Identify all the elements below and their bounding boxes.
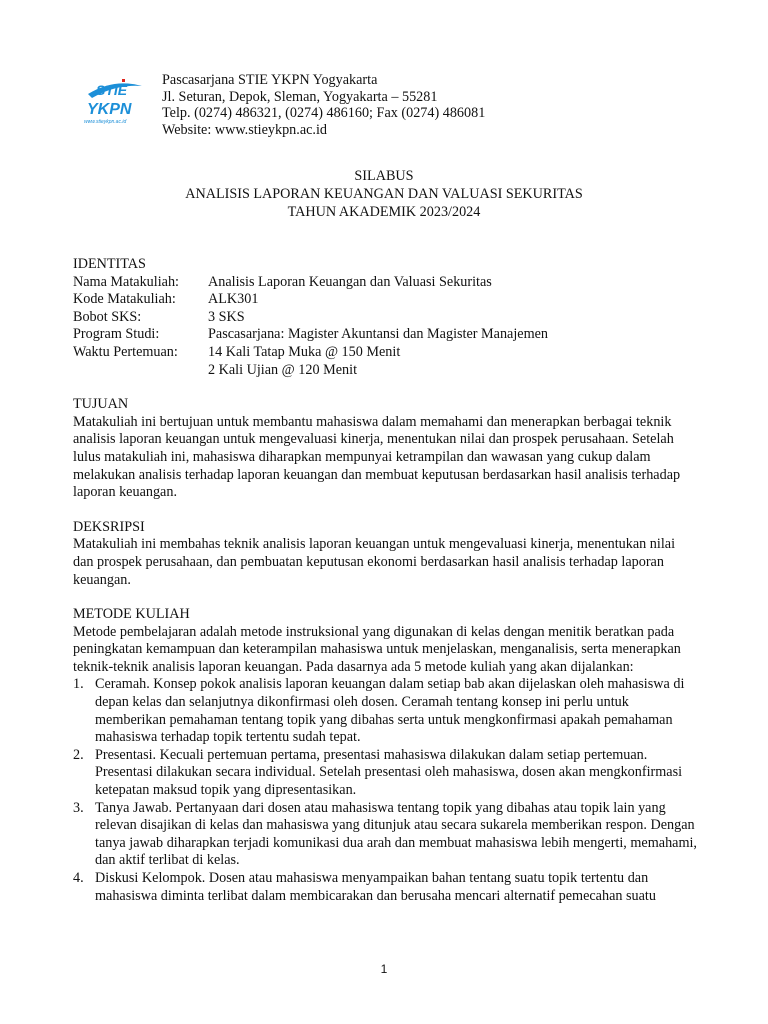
logo-url-text: www.stieykpn.ac.id (84, 119, 127, 125)
stie-ykpn-logo (84, 76, 146, 126)
list-item-number: 4. (73, 870, 84, 886)
identitas-row (73, 309, 698, 327)
list-item (73, 870, 698, 905)
logo-bottom-text: YKPN (87, 101, 132, 118)
title-line-3: TAHUN AKADEMIK 2023/2024 (287, 204, 481, 220)
list-item (73, 676, 698, 746)
list-item-text: Ceramah. Konsep pokok analisis laporan keuangan dalam setiap bab akan dijelaskan oleh mahasiswa di depan kelas dan selanjutnya dikonfirmasi oleh dosen. Ceramah tentang konsep ini perlu untuk memberikan pemahaman tentang topik yang dibahas serta untuk mengkonfirmasi apakah pemahaman mahasiswa terhadap topik tertentu sudah tepat. (95, 676, 685, 746)
logo-top-text: STIE (96, 82, 128, 98)
list-item-text: Presentasi. Kecuali pertemuan pertama, presentasi mahasiswa dilakukan dalam setiap pertemuan. Presentasi dilakukan secara individual. Setelah presentasi oleh mahasiswa, dosen akan mengkonfirmasi ketepatan maksud topik yang dipresentasikan. (95, 746, 683, 799)
title-line-1: SILABUS (354, 168, 414, 184)
institution-name: Pascasarjana STIE YKPN Yogyakarta (162, 72, 378, 88)
tujuan-paragraph: Matakuliah ini bertujuan untuk membantu mahasiswa dalam memahami dan menerapkan berbagai teknik analisis laporan keuangan untuk mengevaluasi kinerja, menentukan nilai dan prospek perusahaan. Setelah lulus matakuliah ini, mahasiswa diharapkan mempunyai ketrampilan dan wawasan yang cukup dalam melakukan analisis terhadap laporan keuangan dan membuat keputusan berdasarkan hasil analisis terhadap laporan keuangan. (73, 413, 681, 501)
identitas-row (73, 344, 698, 362)
identitas-row (73, 362, 698, 380)
identitas-label: Waktu Pertemuan: (73, 343, 178, 360)
list-item-number: 3. (73, 799, 84, 816)
identitas-row (73, 326, 698, 344)
letterhead (162, 72, 485, 138)
identitas-row (73, 291, 698, 309)
logo-red-dot (122, 79, 125, 82)
tujuan-heading: TUJUAN (73, 396, 129, 413)
list-item-number: 2. (73, 746, 84, 763)
identitas-label: Kode Matakuliah: (73, 291, 176, 308)
deskripsi-heading: DEKSRIPSI (73, 518, 145, 535)
identitas-label: Bobot SKS: (73, 308, 142, 325)
identitas-value: ALK301 (208, 291, 259, 308)
identitas-value: Analisis Laporan Keuangan dan Valuasi Sekuritas (208, 273, 492, 290)
metode-heading: METODE KULIAH (73, 606, 190, 623)
identitas-value: 2 Kali Ujian @ 120 Menit (208, 361, 358, 378)
document-title (0, 167, 768, 221)
title-line-2: ANALISIS LAPORAN KEUANGAN DAN VALUASI SEKURITAS (185, 186, 583, 202)
institution-address: Jl. Seturan, Depok, Sleman, Yogyakarta – 55281 (162, 88, 438, 105)
list-item-number: 1. (73, 676, 84, 693)
metode-intro: Metode pembelajaran adalah metode instruksional yang digunakan di kelas dengan menitik beratkan pada peningkatan kemampuan dan keterampilan mahasiswa untuk menjelaskan, menganalisis, serta menerapkan teknik-teknik analisis laporan keuangan. Pada dasarnya ada 5 metode kuliah yang akan dijalankan: (73, 623, 681, 675)
identitas-label: Nama Matakuliah: (73, 273, 179, 290)
identitas-heading: IDENTITAS (73, 256, 146, 272)
list-item-text: Diskusi Kelompok. Dosen atau mahasiswa menyampaikan bahan tentang suatu topik tertentu dan mahasiswa diminta terlibat dalam membicarakan dan berusaha mencari alternatif pemecahan suatu (95, 870, 656, 904)
list-item-text: Tanya Jawab. Pertanyaan dari dosen atau mahasiswa tentang topik yang dibahas atau topik lain yang relevan disajikan di kelas dan mahasiswa yang ditunjuk atau secara sukarela memberikan respon. Dengan tanya jawab diharapkan terjadi komunikasi dua arah dan membuat mahasiswa lebih mengerti, memahami, dan aktif terlibat di kelas. (95, 799, 697, 869)
institution-phone: Telp. (0274) 486321, (0274) 486160; Fax (0274) 486081 (162, 105, 486, 121)
identitas-value: 3 SKS (208, 308, 245, 325)
identitas-value: Pascasarjana: Magister Akuntansi dan Magister Manajemen (208, 326, 549, 343)
identitas-label: Program Studi: (73, 326, 160, 343)
list-item (73, 800, 698, 870)
identitas-label (73, 362, 208, 380)
identitas-row (73, 274, 698, 292)
page-number: 1 (380, 962, 388, 976)
document-body (73, 256, 698, 905)
list-item (73, 747, 698, 800)
identitas-value: 14 Kali Tatap Muka @ 150 Menit (208, 343, 401, 360)
institution-website: Website: www.stieykpn.ac.id (162, 121, 327, 138)
identitas-table (73, 274, 698, 380)
deskripsi-paragraph: Matakuliah ini membahas teknik analisis laporan keuangan untuk mengevaluasi kinerja, menentukan nilai dan prospek perusahaan, dan pembuatan keputusan ekonomi berdasarkan hasil analisis terhadap laporan keuangan. (73, 536, 676, 588)
metode-list (73, 676, 698, 905)
